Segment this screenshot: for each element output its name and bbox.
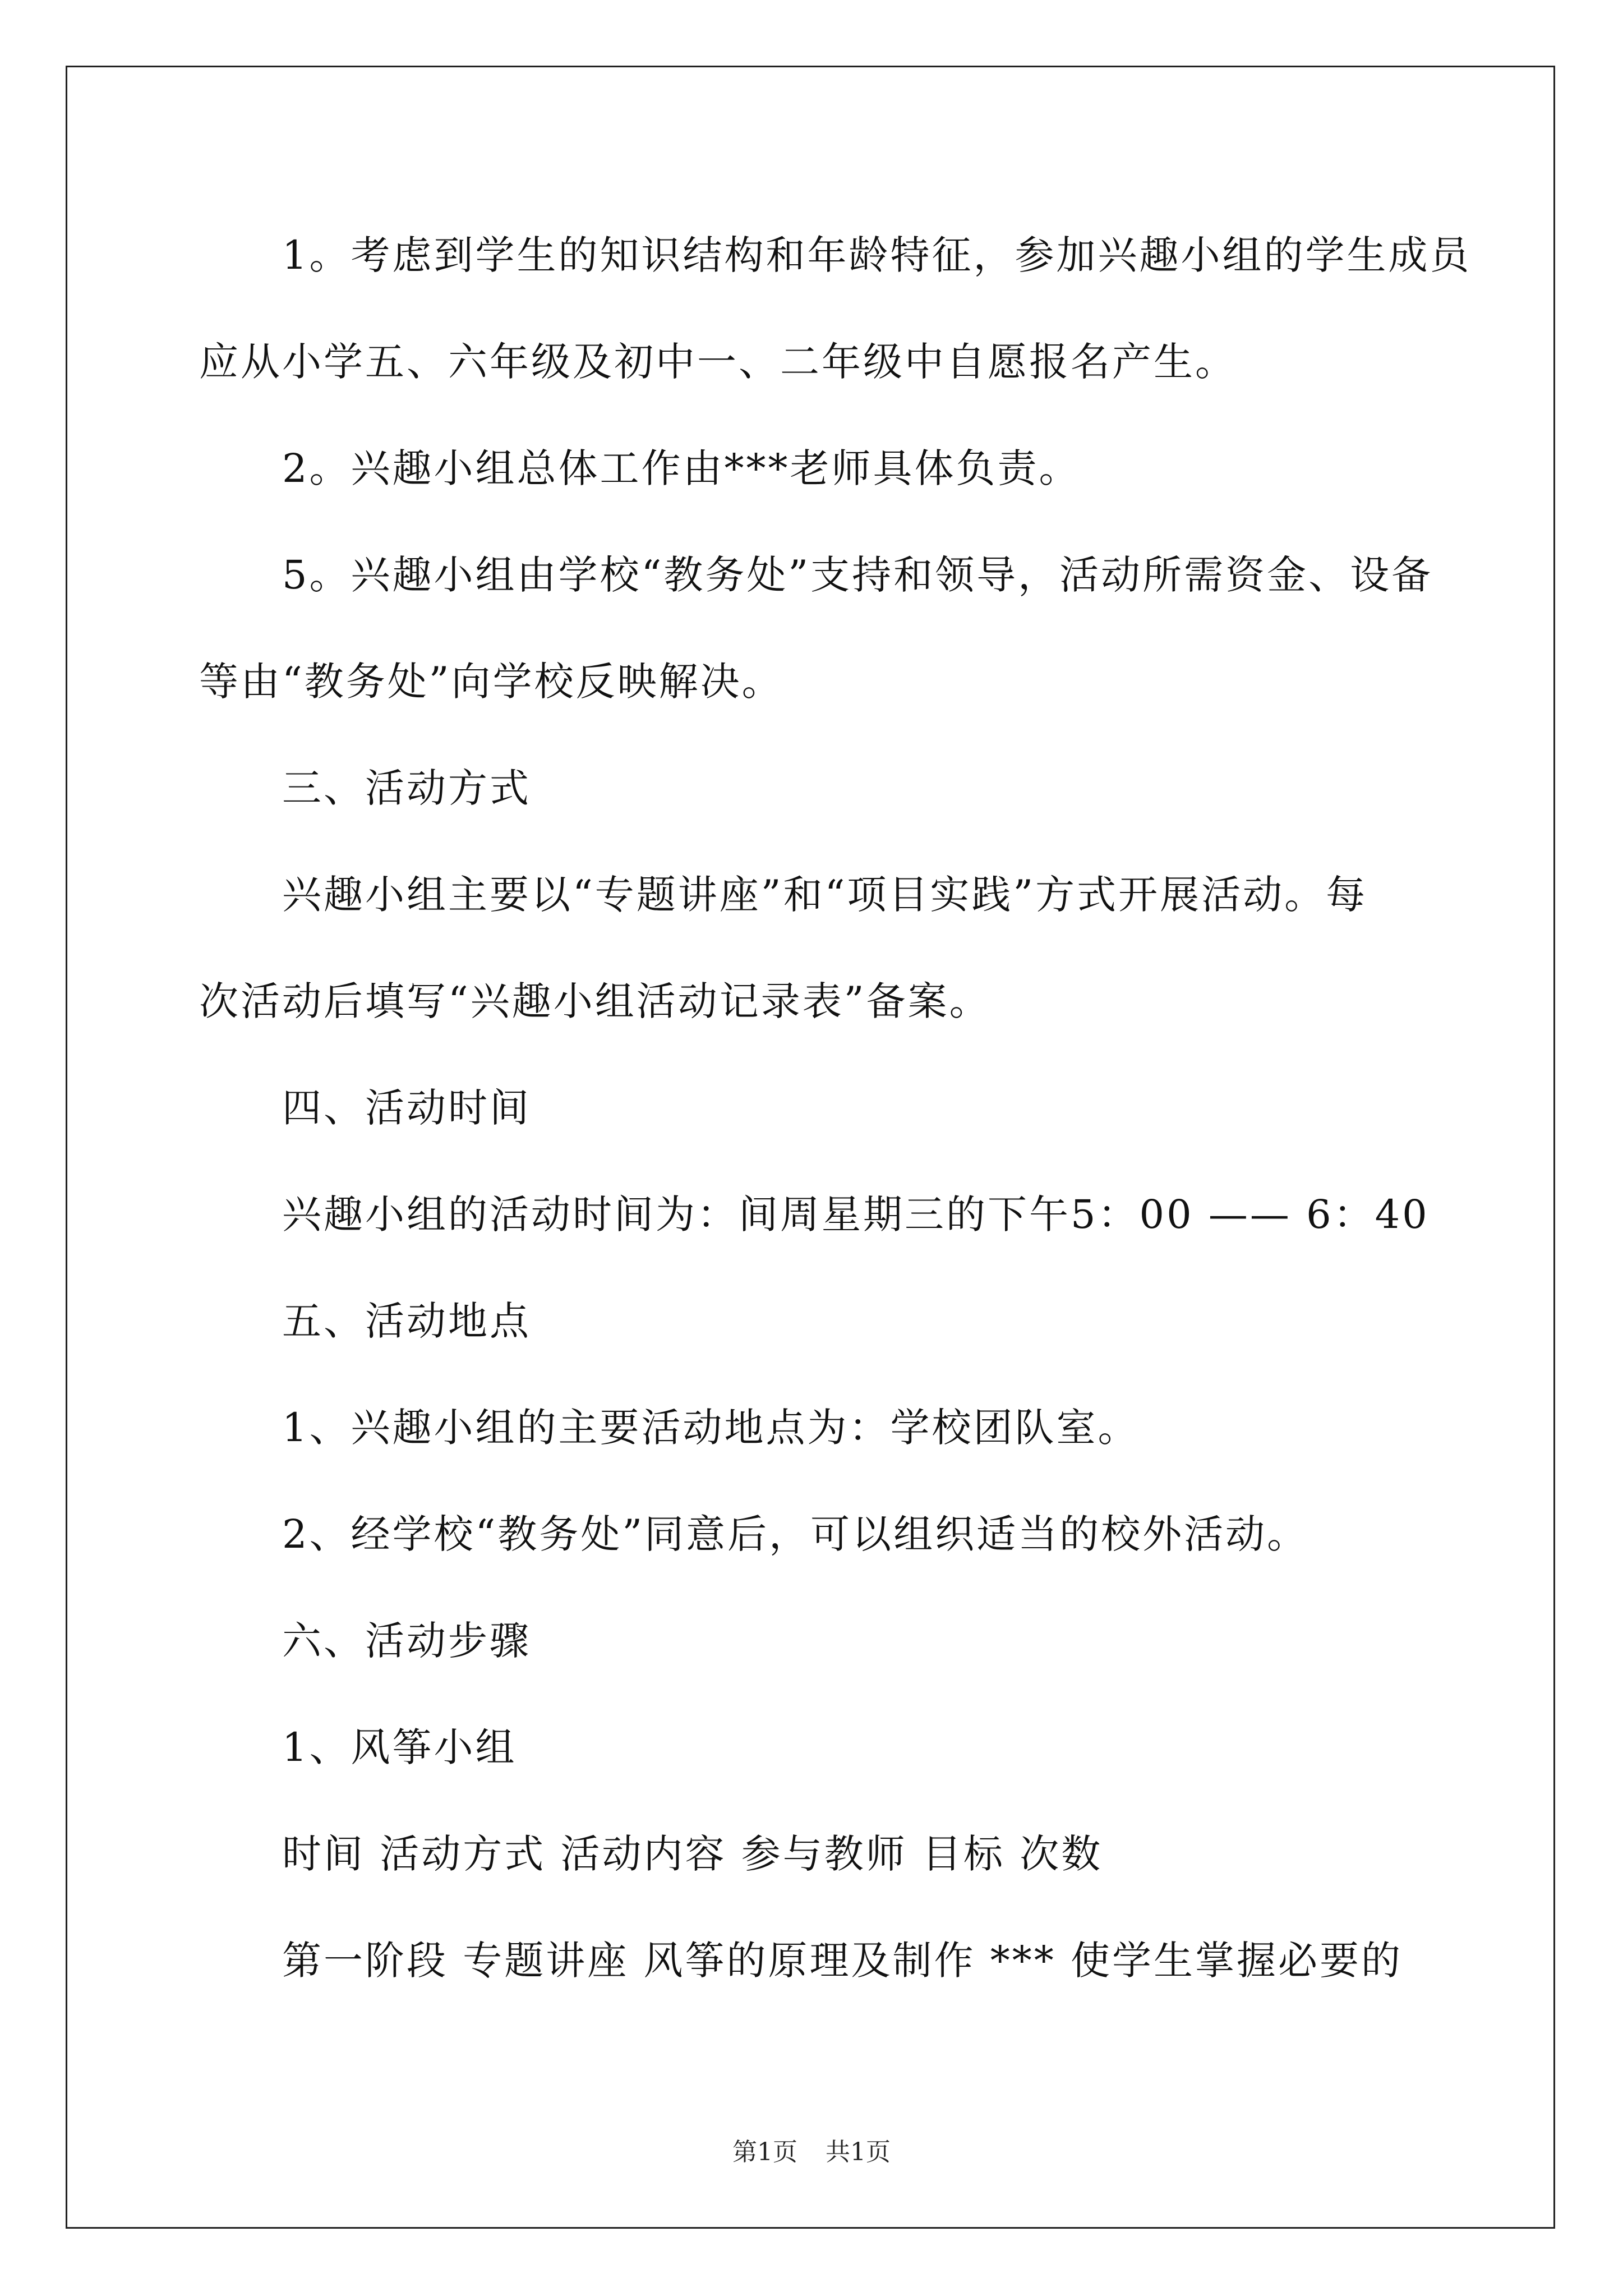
paragraph-line: 等由“教务处”向学校反映解决。 — [199, 659, 783, 705]
section-heading: 三、活动方式 — [282, 765, 531, 811]
page-total: 共1页 — [826, 2138, 891, 2166]
page-number: 第1页 — [732, 2138, 797, 2166]
table-row-line: 第一阶段 专题讲座 风筝的原理及制作 *** 使学生掌握必要的 — [282, 1938, 1403, 1984]
paragraph-line: 1、风筝小组 — [282, 1724, 517, 1770]
section-heading: 四、活动时间 — [282, 1085, 531, 1131]
paragraph-line: 1。考虑到学生的知识结构和年龄特征，参加兴趣小组的学生成员 — [282, 232, 1472, 278]
section-heading: 五、活动地点 — [282, 1298, 531, 1344]
table-header-line: 时间 活动方式 活动内容 参与教师 目标 次数 — [282, 1831, 1103, 1877]
document-body — [199, 202, 1472, 2014]
paragraph-line: 应从小学五、六年级及初中一、二年级中自愿报名产生。 — [199, 339, 1237, 385]
paragraph-line: 1、兴趣小组的主要活动地点为：学校团队室。 — [282, 1405, 1140, 1451]
paragraph-line: 5。兴趣小组由学校“教务处”支持和领导，活动所需资金、设备 — [282, 552, 1433, 598]
paragraph-line: 2、经学校“教务处”同意后，可以组织适当的校外活动。 — [282, 1511, 1309, 1557]
paragraph-line: 兴趣小组主要以“专题讲座”和“项目实践”方式开展活动。每 — [282, 872, 1368, 918]
section-heading: 六、活动步骤 — [282, 1618, 531, 1664]
paragraph-line: 2。兴趣小组总体工作由***老师具体负责。 — [282, 445, 1081, 491]
paragraph-line: 兴趣小组的活动时间为：间周星期三的下午5：00 —— 6：40 — [282, 1191, 1430, 1237]
paragraph-line: 次活动后填写“兴趣小组活动记录表”备案。 — [199, 978, 991, 1024]
page-footer — [0, 2132, 1623, 2168]
